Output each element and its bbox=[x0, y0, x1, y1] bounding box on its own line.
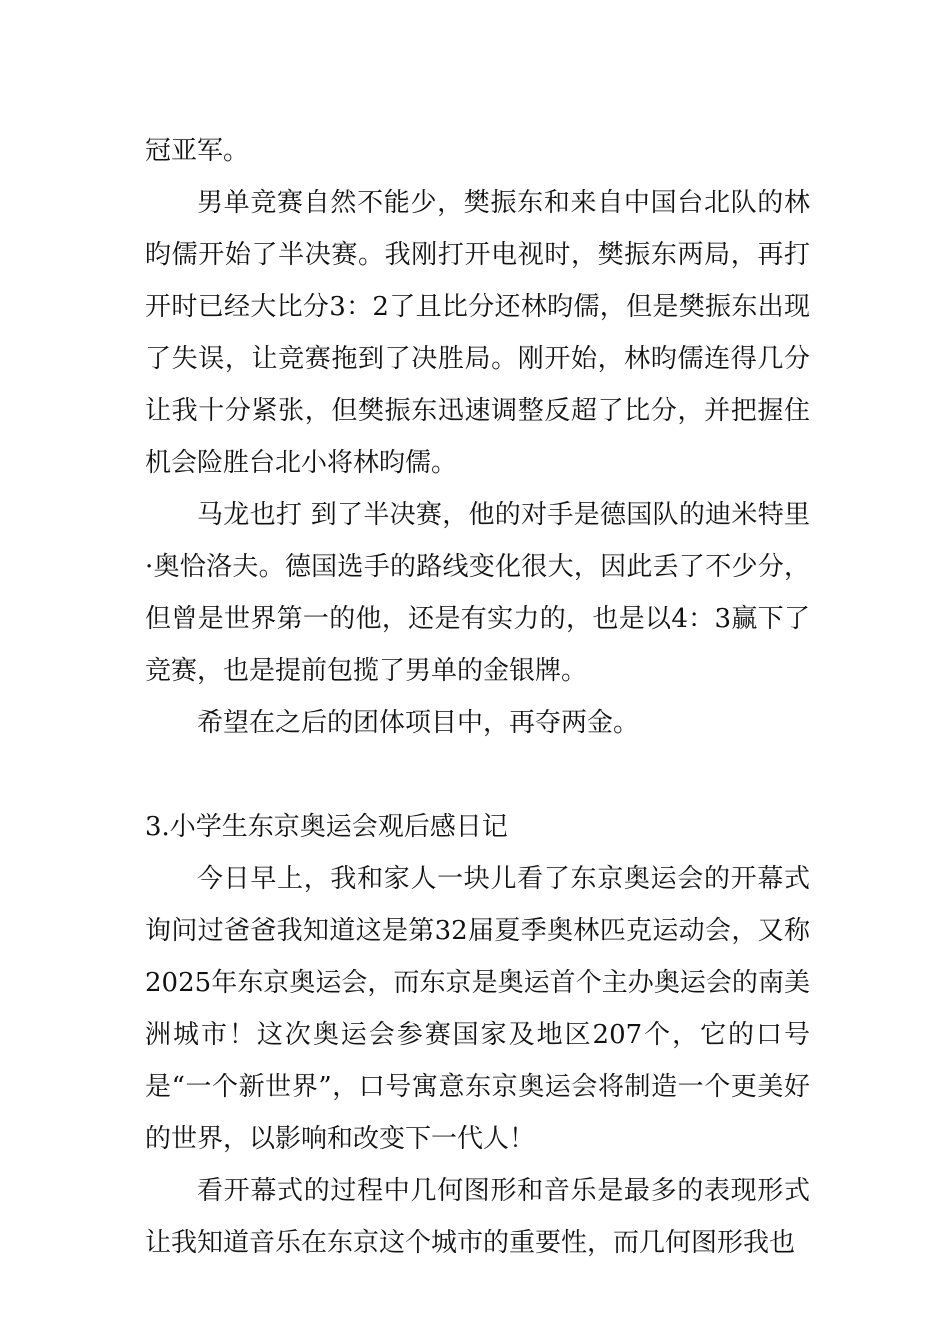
section-heading: 3.小学生东京奥运会观后感日记 bbox=[145, 812, 508, 842]
paragraph-ma-long-semifinal: 马龙也打 到了半决赛，他的对手是德国队的迪米特里·奥恰洛夫。德国选手的路线变化很大，因此丢了不少分，但曾是世界第一的他，还是有实力的，也是以4：3赢下了竞赛，也是提前包揽了男单的金银牌。 bbox=[145, 500, 810, 686]
paragraph-opening-ceremony: 今日早上，我和家人一块儿看了东京奥运会的开幕式询问过爸爸我知道这是第32届夏季奥林匹克运动会，又称2025年东京奥运会，而东京是奥运首个主办奥运会的南美洲城市！这次奥运会参赛国家及地区207个，它的口号是“一个新世界”，口号寓意东京奥运会将制造一个更美好的世界，以影响和改变下一代人！ bbox=[145, 864, 810, 1154]
paragraph-continuation: 冠亚军。 bbox=[145, 136, 250, 166]
paragraph-hope-team-events: 希望在之后的团体项目中，再夺两金。 bbox=[197, 708, 640, 738]
document-body bbox=[145, 125, 810, 1269]
paragraph-mens-singles-semifinal: 男单竞赛自然不能少，樊振东和来自中国台北队的林昀儒开始了半决赛。我刚打开电视时，樊振东两局，再打开时已经大比分3：2了且比分还林昀儒，但是樊振东出现了失误，让竞赛拖到了决胜局。刚开始，林昀儒连得几分让我十分紧张，但樊振东迅速调整反超了比分，并把握住机会险胜台北小将林昀儒。 bbox=[145, 188, 810, 478]
paragraph-geometry-music: 看开幕式的过程中几何图形和音乐是最多的表现形式让我知道音乐在东京这个城市的重要性，而几何图形我也 bbox=[145, 1176, 810, 1258]
